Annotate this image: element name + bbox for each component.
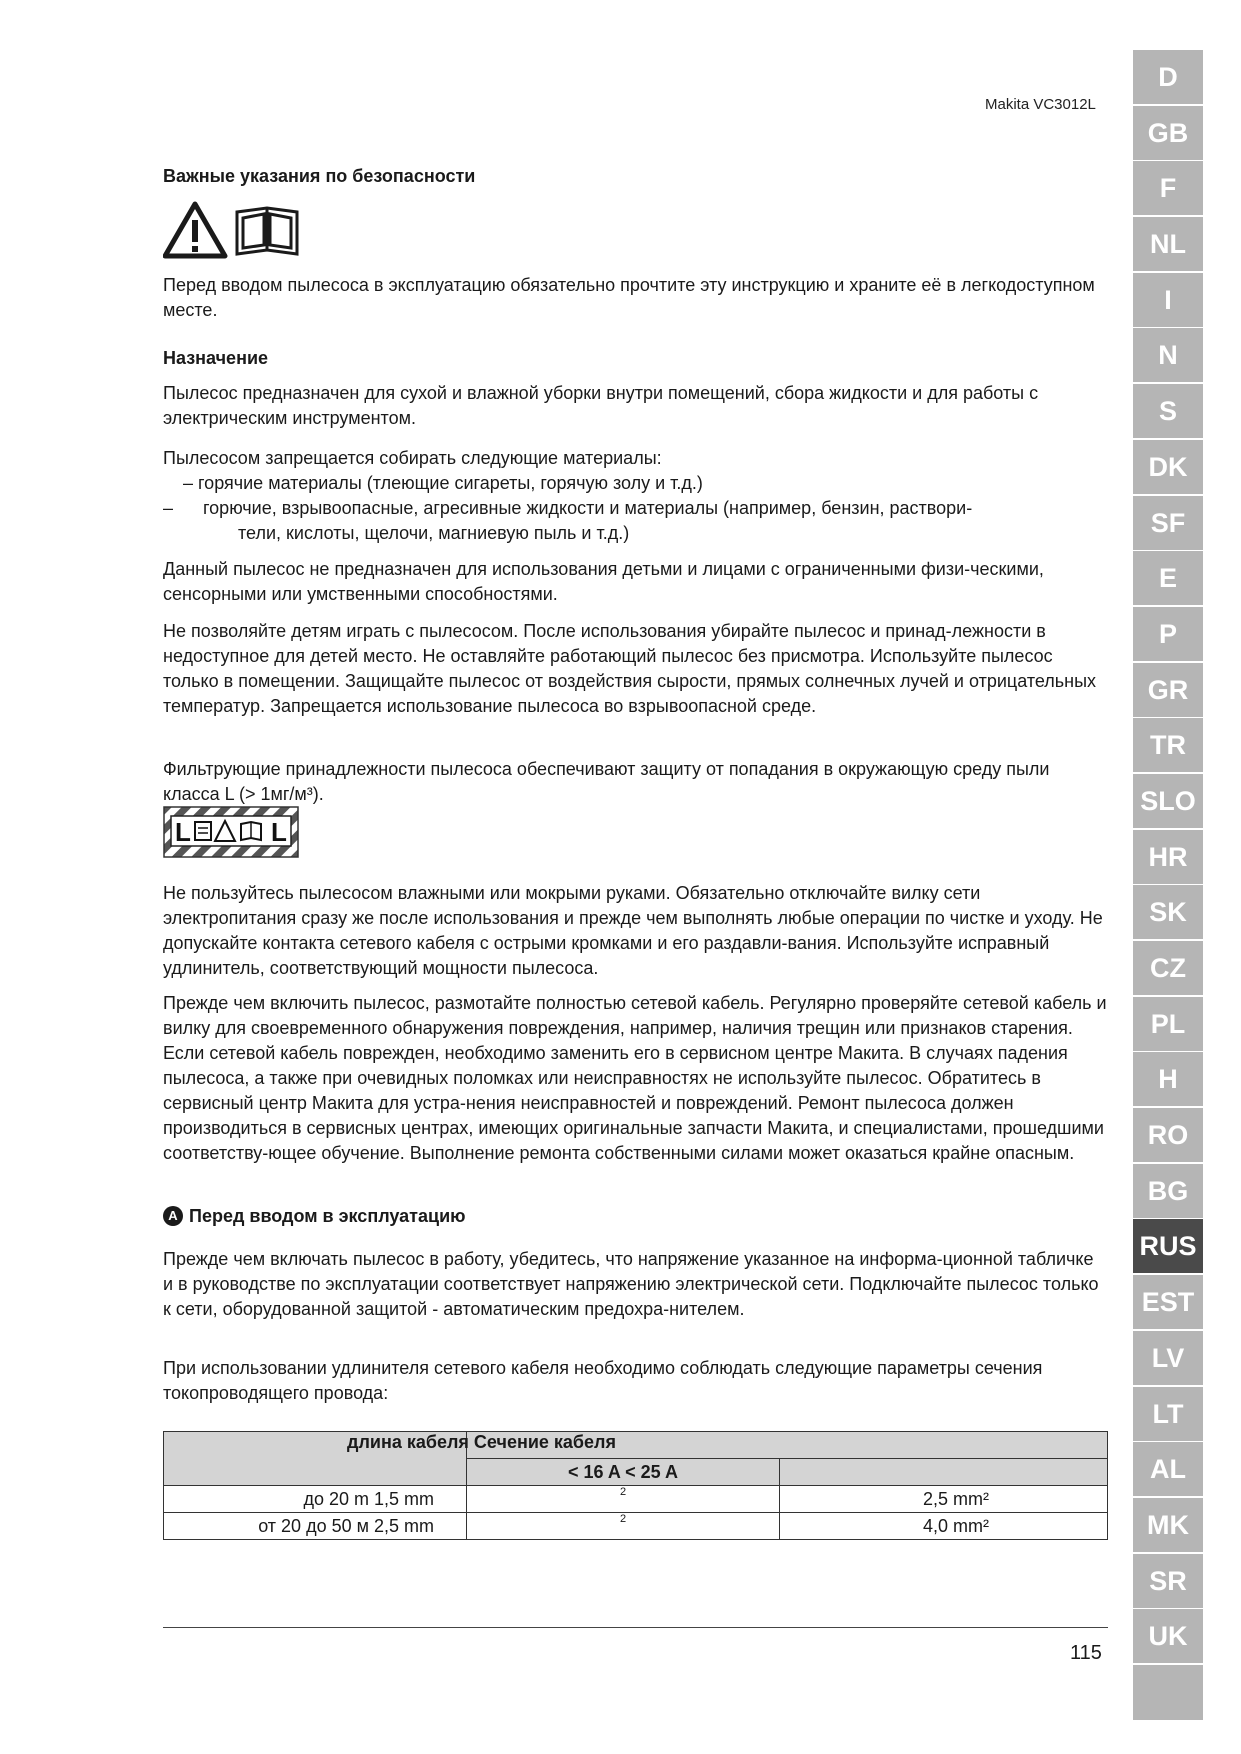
lang-tab-s[interactable]: S xyxy=(1133,384,1203,438)
filter-text: Фильтрующие принадлежности пылесоса обеспечивают защиту от попадания в окружающую среду пыли класса L (> 1мг/м³). xyxy=(163,759,1050,804)
dust-class-l-label xyxy=(163,806,299,858)
lang-tab-slo[interactable]: SLO xyxy=(1133,774,1203,828)
language-tabs-tail xyxy=(1133,1665,1203,1720)
lang-tab-est[interactable]: EST xyxy=(1133,1275,1203,1329)
table-cell-right: 4,0 mm² xyxy=(780,1513,1108,1540)
purpose-title: Назначение xyxy=(163,348,269,368)
lang-tab-p[interactable]: P xyxy=(1133,607,1203,661)
cable-table-header-main: длина кабеля Сечение кабеля xyxy=(347,1432,616,1452)
purpose-text: Пылесос предназначен для сухой и влажной уборки внутри помещений, сбора жидкости и для работы с электрическим инструментом. xyxy=(163,383,1039,428)
voltage-text: Прежде чем включать пылесос в работу, убедитесь, что напряжение указанное на информа-ционной табличке и в руководстве по эксплуатации соответствует напряжению электрической сети. Подключайте пылесос только к сети, оборудованной защитой - автоматическим предохра-нителем. xyxy=(163,1249,1099,1319)
lang-tab-gb[interactable]: GB xyxy=(1133,106,1203,160)
cable-text: Прежде чем включить пылесос, размотайте полностью сетевой кабель. Регулярно проверяйте сетевой кабель и вилку для своевременного обнаружения повреждения, например, наличия трещин или признаков старения. Если сетевой кабель поврежден, необходимо заменить его в сервисном центре Макита. В случаях падения пылесоса, а также при очевидных поломках или неисправностях не используйте пылесос. Обратитесь в сервисный центр Макита для устра-нения неисправностей и повреждений. Ремонт пылесоса должен производиться в сервисных центрах, имеющих оригинальные запчасти Макита, и специалистами, прошедшими соответству-ющее обучение. Выполнение ремонта собственными силами может оказаться крайне опасным. xyxy=(163,993,1107,1163)
lang-tab-i[interactable]: I xyxy=(1133,273,1203,327)
lang-tab-rus[interactable]: RUS xyxy=(1133,1219,1203,1273)
lang-tab-tr[interactable]: TR xyxy=(1133,718,1203,772)
language-tabs xyxy=(1133,50,1203,1720)
table-cell-length: до 20 m 1,5 mm xyxy=(164,1486,467,1513)
warning-read-manual-icons xyxy=(163,200,303,260)
lang-tab-ro[interactable]: RO xyxy=(1133,1108,1203,1162)
cable-table-header-left xyxy=(164,1432,616,1486)
lang-tab-al[interactable]: AL xyxy=(1133,1442,1203,1496)
cable-table xyxy=(163,1431,1108,1540)
cable-table-header-sub: < 16 A < 25 A xyxy=(467,1459,780,1486)
table-row xyxy=(164,1486,1108,1513)
lang-tab-sk[interactable]: SK xyxy=(1133,885,1203,939)
safety-intro: Перед вводом пылесоса в эксплуатацию обязательно прочтите эту инструкцию и храните её в легкодоступном месте. xyxy=(163,275,1095,320)
storage-text: Не позволяйте детям играть с пылесосом. После использования убирайте пылесос и принад-лежности в недоступное для детей место. Не оставляйте работающий пылесос без присмотра. Используйте пылесос только в помещении. Защищайте пылесос от воздействия сырости, прямых солнечных лучей и отрицательных температур. Запрещается использование пылесоса во взрывоопасной среде. xyxy=(163,621,1097,716)
forbidden-item-1: – горячие материалы (тлеющие сигареты, горячую золу и т.д.) xyxy=(183,473,703,493)
lang-tab-d[interactable]: D xyxy=(1133,50,1203,104)
startup-title-text: Перед вводом в эксплуатацию xyxy=(189,1206,466,1226)
page-number: 115 xyxy=(1070,1642,1102,1664)
lang-tab-hr[interactable]: HR xyxy=(1133,830,1203,884)
warning-triangle-icon xyxy=(165,204,225,256)
manual-book-icon xyxy=(237,208,297,254)
footer-rule xyxy=(163,1627,1108,1628)
lang-tab-sr[interactable]: SR xyxy=(1133,1554,1203,1608)
forbidden-item-2-dash: – xyxy=(163,498,174,518)
lang-tab-lt[interactable]: LT xyxy=(1133,1387,1203,1441)
table-cell-length: от 20 до 50 м 2,5 mm xyxy=(164,1513,467,1540)
lang-tab-nl[interactable]: NL xyxy=(1133,217,1203,271)
safety-title: Важные указания по безопасности xyxy=(163,166,476,186)
lang-tab-f[interactable]: F xyxy=(1133,161,1203,215)
dust-class-letter-left: L xyxy=(175,817,191,847)
lang-tab-h[interactable]: H xyxy=(1133,1052,1203,1106)
forbidden-item-2-line1: горючие, взрывоопасные, агресивные жидкости и материалы (например, бензин, раствори- xyxy=(203,498,973,518)
table-cell-right: 2,5 mm² xyxy=(780,1486,1108,1513)
lang-tab-mk[interactable]: MK xyxy=(1133,1498,1203,1552)
forbidden-item-2-line2: тели, кислоты, щелочи, магниевую пыль и т.д.) xyxy=(238,523,630,543)
header-model: Makita VC3012L xyxy=(985,96,1096,113)
cable-table-header-sub-blank xyxy=(780,1459,1108,1486)
lang-tab-lv[interactable]: LV xyxy=(1133,1331,1203,1385)
lang-tab-n[interactable]: N xyxy=(1133,328,1203,382)
lang-tab-gr[interactable]: GR xyxy=(1133,663,1203,717)
electric-text: Не пользуйтесь пылесосом влажными или мокрыми руками. Обязательно отключайте вилку сети электропитания сразу же после использования и прежде чем выполнять любые операции по чистке и уходу. Не допускайте контакта сетевого кабеля с острыми кромками и его раздавли-вания. Используйте исправный удлинитель, соответствующий мощности пылесоса. xyxy=(163,883,1103,978)
lang-tab-bg[interactable]: BG xyxy=(1133,1164,1203,1218)
table-cell-mid: 2 xyxy=(467,1486,780,1513)
table-row xyxy=(164,1513,1108,1540)
section-a-badge: A xyxy=(163,1206,183,1226)
extension-text: При использовании удлинителя сетевого кабеля необходимо соблюдать следующие параметры сечения токопроводящего провода: xyxy=(163,1358,1043,1403)
lang-tab-cz[interactable]: CZ xyxy=(1133,941,1203,995)
lang-tab-sf[interactable]: SF xyxy=(1133,496,1203,550)
lang-tab-pl[interactable]: PL xyxy=(1133,997,1203,1051)
forbidden-intro: Пылесосом запрещается собирать следующие материалы: xyxy=(163,448,662,468)
children-text: Данный пылесос не предназначен для использования детьми и лицами с ограниченными физи-ческими, сенсорными или умственными способностями. xyxy=(163,559,1044,604)
table-cell-mid: 2 xyxy=(467,1513,780,1540)
lang-tab-dk[interactable]: DK xyxy=(1133,440,1203,494)
dust-class-letter-right: L xyxy=(271,817,287,847)
lang-tab-e[interactable]: E xyxy=(1133,551,1203,605)
startup-title xyxy=(163,1206,466,1227)
lang-tab-uk[interactable]: UK xyxy=(1133,1609,1203,1663)
